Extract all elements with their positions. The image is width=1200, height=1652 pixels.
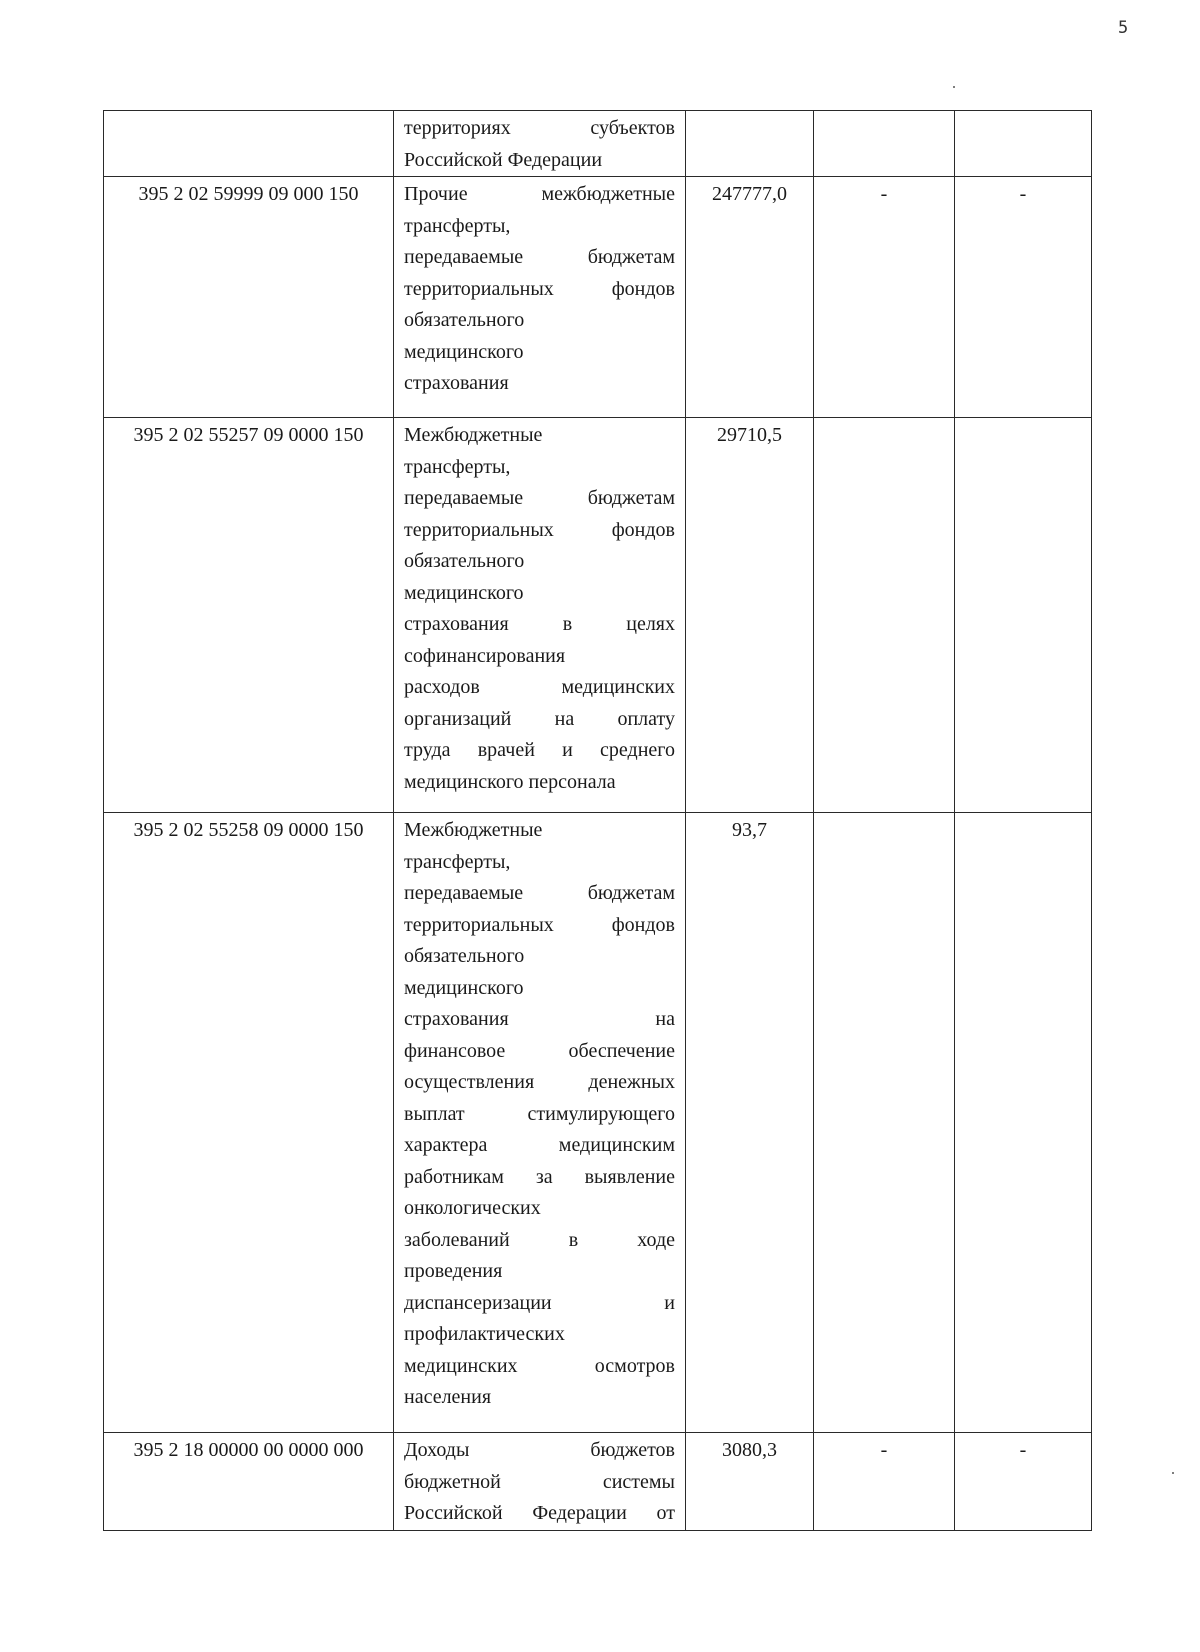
description-cell [394,418,686,813]
description-line: бюджетной системы [404,1470,675,1493]
table-row [104,418,1092,813]
description-line: медицинского персонала [404,770,616,793]
description-line: медицинского [404,340,524,363]
description-line: диспансеризации и [404,1291,675,1314]
table-body [104,111,1092,1531]
description-line: осуществления денежных [404,1071,675,1093]
description-line: Российской Федерации [404,148,603,171]
budget-revenue-table [103,110,1092,1531]
description-line: онкологических [404,1197,541,1219]
table-row [104,177,1092,418]
value-cell-5 [955,813,1092,1433]
value-cell-5 [955,111,1092,177]
amount-cell: 247777,0 [686,177,814,418]
description-line: страхования в целях [404,613,675,635]
description-line: страхования [404,372,509,394]
description-line: медицинских осмотров [404,1354,675,1377]
value-cell-5 [955,418,1092,813]
description-line: трансферты, [404,850,511,873]
description-line: организаций на оплату [404,707,675,730]
description-line: профилактических [404,1323,565,1345]
value-cell-4 [814,111,955,177]
description-line: выплат стимулирующего [404,1102,675,1125]
value-cell-5: - [955,177,1092,418]
value-cell-4: - [814,177,955,418]
description-cell [394,111,686,177]
description-line: трансферты, [404,214,511,237]
description-line: Межбюджетные [404,819,543,841]
description-line: расходов медицинских [404,676,675,698]
description-line: передаваемые бюджетам [404,487,675,509]
description-line: страхования на [404,1008,675,1030]
description-line: характера медицинским [404,1134,675,1156]
description-line: передаваемые бюджетам [404,882,675,904]
description-line: финансовое обеспечение [404,1039,675,1062]
description-line: обязательного [404,945,525,967]
amount-cell: 3080,3 [686,1433,814,1531]
table-row [104,813,1092,1433]
budget-code-cell [104,111,394,177]
scan-speck [1172,1472,1174,1474]
value-cell-4 [814,813,955,1433]
budget-code-cell: 395 2 02 55257 09 0000 150 [104,418,394,813]
description-line: территориальных фондов [404,518,675,541]
description-line: заболеваний в ходе [404,1228,675,1251]
value-cell-5: - [955,1433,1092,1531]
description-line: Межбюджетные [404,424,543,446]
description-line: труда врачей и среднего [404,739,675,761]
amount-cell: 93,7 [686,813,814,1433]
description-line: Российской Федерации от [404,1502,675,1524]
value-cell-4 [814,418,955,813]
amount-cell: 29710,5 [686,418,814,813]
budget-code-cell: 395 2 02 59999 09 000 150 [104,177,394,418]
description-cell [394,177,686,418]
budget-code-cell: 395 2 18 00000 00 0000 000 [104,1433,394,1531]
description-cell [394,813,686,1433]
description-line: передаваемые бюджетам [404,246,675,268]
description-line: медицинского [404,581,524,604]
description-line: работникам за выявление [404,1165,675,1188]
description-line: обязательного [404,550,525,572]
description-line: Доходы бюджетов [404,1439,675,1461]
description-line: территориальных фондов [404,913,675,936]
page-number: 5 [1118,18,1129,38]
scan-speck [953,86,955,88]
description-line: территориальных фондов [404,277,675,300]
description-line: территориях субъектов [404,117,675,139]
description-line: софинансирования [404,644,566,667]
description-line: обязательного [404,309,525,331]
table-row [104,111,1092,177]
description-line: проведения [404,1260,503,1282]
description-cell [394,1433,686,1531]
description-line: Прочие межбюджетные [404,183,675,205]
description-line: трансферты, [404,455,511,478]
description-line: населения [404,1386,492,1408]
description-line: медицинского [404,976,524,999]
table-row [104,1433,1092,1531]
budget-code-cell: 395 2 02 55258 09 0000 150 [104,813,394,1433]
amount-cell [686,111,814,177]
value-cell-4: - [814,1433,955,1531]
